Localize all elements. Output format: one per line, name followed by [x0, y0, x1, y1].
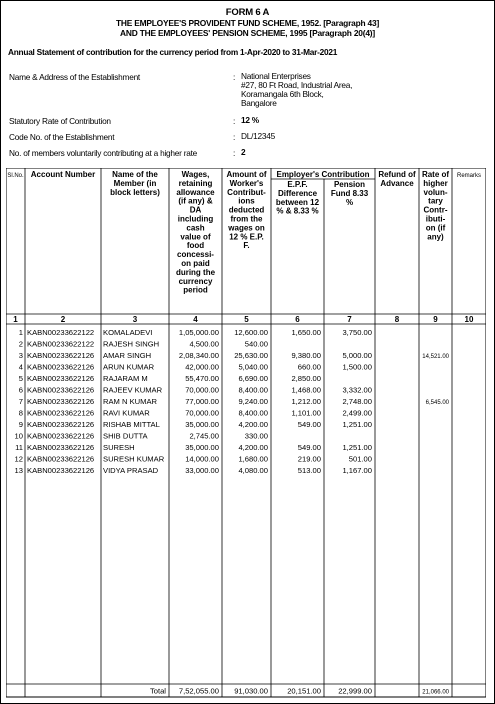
- row-rate: 6,545.00: [425, 400, 449, 406]
- row-member-name: RAM N KUMAR: [103, 397, 158, 406]
- header-rate-higher: on (if: [425, 223, 446, 233]
- row-wages: 70,000.00: [185, 408, 219, 418]
- header-wages: Wages,: [181, 170, 210, 179]
- row-wages: 2,745.00: [189, 431, 219, 441]
- row-account-number: KABN00233622126: [27, 431, 95, 441]
- row-sl-no: 12: [14, 454, 23, 464]
- header-wages: DA: [189, 205, 202, 215]
- total-workers: 91,030.00: [234, 686, 268, 696]
- header-wages: food: [186, 241, 205, 251]
- header-remarks: Remarks: [456, 173, 482, 179]
- row-workers: 8,400.00: [238, 408, 268, 418]
- colon: :: [233, 72, 236, 82]
- row-workers: 4,080.00: [238, 466, 268, 475]
- column-number: 6: [295, 315, 300, 324]
- column-number: 7: [347, 315, 352, 324]
- row-account-number: KABN00233622126: [27, 454, 95, 464]
- column-number: 1: [13, 315, 18, 324]
- colon: :: [233, 116, 236, 126]
- header-epf-difference: % & 8.33 %: [276, 206, 319, 216]
- header-wages: retaining: [178, 178, 213, 188]
- row-wages: 35,000.00: [185, 420, 219, 429]
- row-member-name: RAJARAM M: [103, 374, 148, 383]
- header-pension-fund: Pension: [333, 180, 366, 189]
- row-wages: 2,08,340.00: [178, 351, 219, 360]
- row-wages: 33,000.00: [185, 466, 219, 475]
- total-epf: 20,151.00: [287, 686, 321, 696]
- header-account-number: Account Number: [30, 170, 96, 179]
- header-pension-fund: %: [345, 197, 354, 207]
- header-workers-contribution: F.: [243, 241, 250, 251]
- column-number: 8: [394, 315, 400, 324]
- header-refund-of-advance: Advance: [380, 178, 414, 188]
- row-sl-no: 1: [18, 328, 23, 337]
- row-epf: 660.00: [297, 362, 321, 372]
- annual-statement: Annual Statement of contribution for the currency period from 1-Apr-2020 to 31-Mar-2021: [8, 47, 338, 57]
- row-member-name: KOMALADEVI: [103, 328, 153, 337]
- header-workers-contribution: 12 % E.P.: [229, 232, 264, 242]
- header-rate-higher: ibuti-: [425, 214, 446, 224]
- row-member-name: RAVI KUMAR: [103, 408, 150, 418]
- row-epf: 219.00: [297, 454, 321, 464]
- header-epf-difference: E.P.F.: [287, 180, 308, 189]
- header-workers-contribution: Contribut-: [227, 187, 266, 197]
- row-wages: 4,500.00: [189, 339, 219, 349]
- establishment-address: [241, 72, 352, 108]
- row-workers: 540.00: [244, 339, 268, 349]
- row-wages: 1,05,000.00: [178, 328, 219, 337]
- code-label: Code No. of the Establishment: [9, 132, 115, 142]
- total-rate: 21,066.00: [422, 689, 449, 696]
- form-title: FORM 6 A: [225, 7, 270, 18]
- row-wages: 77,000.00: [185, 397, 219, 406]
- header-workers-contribution: Amount of: [226, 170, 267, 179]
- row-pension: 5,000.00: [342, 351, 372, 360]
- header-pension-fund: Fund 8.33: [330, 188, 369, 198]
- row-member-name: ARUN KUMAR: [103, 362, 155, 372]
- row-pension: 1,500.00: [342, 362, 372, 372]
- row-pension: 1,167.00: [342, 466, 372, 475]
- row-account-number: KABN00233622126: [27, 408, 95, 418]
- rate-value: 12 %: [241, 115, 259, 125]
- code-value: DL/12345: [241, 131, 275, 141]
- row-epf: 1,101.00: [291, 408, 321, 418]
- header-wages: allowance: [176, 187, 215, 197]
- row-sl-no: 10: [14, 431, 23, 441]
- total-label: Total: [149, 686, 166, 696]
- row-epf: 2,850.00: [291, 374, 321, 383]
- header-wages: currency: [178, 276, 213, 286]
- row-account-number: KABN00233622122: [27, 328, 95, 337]
- row-epf: 1,650.00: [291, 328, 321, 337]
- header-wages: cash: [186, 223, 205, 233]
- total-pension: 22,999.00: [338, 686, 372, 696]
- row-workers: 12,600.00: [234, 328, 268, 337]
- row-account-number: KABN00233622122: [27, 339, 95, 349]
- row-sl-no: 9: [18, 420, 23, 429]
- row-workers: 4,200.00: [238, 420, 268, 429]
- row-member-name: VIDYA PRASAD: [103, 466, 159, 475]
- row-sl-no: 11: [15, 443, 23, 452]
- contribution-table: [6, 168, 486, 700]
- row-epf: 1,468.00: [291, 385, 321, 395]
- header-rate-higher: any): [427, 232, 444, 242]
- row-account-number: KABN00233622126: [27, 374, 95, 383]
- row-epf: 549.00: [297, 443, 321, 452]
- header-rate-higher: tary: [428, 196, 443, 206]
- row-member-name: AMAR SINGH: [103, 351, 152, 360]
- address-line: National Enterprises: [241, 71, 311, 81]
- header-wages: during the: [175, 267, 216, 277]
- row-workers: 4,200.00: [238, 443, 268, 452]
- row-workers: 8,400.00: [238, 385, 268, 395]
- row-sl-no: 2: [18, 339, 23, 349]
- row-wages: 14,000.00: [185, 454, 219, 464]
- row-wages: 70,000.00: [185, 385, 219, 395]
- column-number: 4: [193, 315, 198, 324]
- row-epf: 9,380.00: [291, 351, 321, 360]
- address-line: Koramangala 6th Block,: [241, 89, 324, 99]
- header-sl-no: Sl.No.: [7, 173, 24, 179]
- row-sl-no: 4: [18, 362, 23, 372]
- row-wages: 35,000.00: [185, 443, 219, 452]
- row-workers: 25,630.00: [234, 351, 268, 360]
- row-sl-no: 3: [18, 351, 23, 360]
- address-line: Bangalore: [241, 98, 277, 108]
- row-workers: 330.00: [244, 431, 268, 441]
- row-account-number: KABN00233622126: [27, 385, 95, 395]
- header-wages: (if any) &: [178, 196, 213, 206]
- header-epf-difference: between 12: [275, 197, 320, 207]
- row-pension: 1,251.00: [342, 420, 372, 429]
- header-wages: period: [183, 285, 208, 295]
- header-wages: concessi-: [177, 250, 214, 260]
- row-wages: 42,000.00: [185, 362, 219, 372]
- row-epf: 549.00: [297, 420, 321, 429]
- scheme-line-2: AND THE EMPLOYEES' PENSION SCHEME, 1995 [Paragraph 20(4)]: [120, 28, 375, 38]
- row-pension: 3,332.00: [342, 385, 372, 395]
- row-account-number: KABN00233622126: [27, 351, 95, 360]
- row-workers: 6,690.00: [238, 374, 268, 383]
- row-member-name: RAJESH SINGH: [103, 339, 160, 349]
- members-label: No. of members voluntarily contributing at a higher rate: [9, 148, 197, 158]
- header-workers-contribution: deducted: [228, 205, 265, 215]
- row-pension: 2,748.00: [342, 397, 372, 406]
- header-workers-contribution: Worker's: [229, 178, 264, 188]
- column-number: 5: [244, 315, 249, 324]
- address-line: #27, 80 Ft Road, Industrial Area,: [241, 80, 353, 90]
- header-member-name: block letters): [110, 187, 160, 197]
- row-account-number: KABN00233622126: [27, 420, 95, 429]
- scheme-line-1: THE EMPLOYEE'S PROVIDENT FUND SCHEME, 1952. [Paragraph 43]: [115, 18, 380, 28]
- row-pension: 3,750.00: [342, 328, 372, 337]
- row-account-number: KABN00233622126: [27, 397, 95, 406]
- column-number: 3: [132, 315, 138, 324]
- establishment-name-label: Name & Address of the Establishment: [9, 72, 140, 82]
- header-rate-higher: volun-: [423, 187, 448, 197]
- column-number: 2: [60, 315, 66, 324]
- row-sl-no: 13: [14, 466, 23, 475]
- row-member-name: RISHAB MITTAL: [103, 420, 160, 429]
- colon: :: [233, 148, 236, 158]
- row-pension: 1,251.00: [342, 443, 372, 452]
- row-sl-no: 5: [18, 374, 23, 383]
- row-workers: 9,240.00: [238, 397, 268, 406]
- header-member-name: Name of the: [112, 170, 158, 179]
- header-workers-contribution: ions: [238, 196, 255, 206]
- row-account-number: KABN00233622126: [27, 443, 95, 452]
- rate-label: Statutory Rate of Contribution: [9, 116, 111, 126]
- row-epf: 513.00: [297, 466, 321, 475]
- header-epf-difference: Difference: [277, 188, 318, 198]
- row-epf: 1,212.00: [291, 397, 321, 406]
- header-wages: value of: [180, 232, 211, 242]
- header-wages: including: [177, 214, 214, 224]
- row-pension: 2,499.00: [342, 408, 372, 418]
- row-member-name: RAJEEV KUMAR: [103, 385, 163, 395]
- row-member-name: SHIB DUTTA: [103, 431, 148, 441]
- row-pension: 501.00: [348, 454, 372, 464]
- members-value: 2: [241, 147, 246, 157]
- colon: :: [233, 132, 236, 142]
- header-rate-higher: Contr-: [423, 205, 448, 215]
- column-number: 9: [433, 315, 438, 324]
- contribution-table-grid: [6, 168, 486, 700]
- row-rate: 14,521.00: [422, 354, 449, 360]
- header-refund-of-advance: Refund of: [378, 170, 416, 179]
- row-wages: 55,470.00: [185, 374, 219, 383]
- header-rate-higher: Rate of: [421, 170, 450, 179]
- row-account-number: KABN00233622126: [27, 466, 95, 475]
- header-employers-contribution: Employer's Contribution: [276, 170, 370, 179]
- header-wages: on paid: [181, 259, 210, 268]
- row-member-name: SURESH: [103, 443, 135, 452]
- row-sl-no: 7: [18, 397, 23, 406]
- header-rate-higher: higher: [423, 178, 448, 188]
- row-sl-no: 8: [18, 408, 23, 418]
- row-workers: 1,680.00: [238, 454, 268, 464]
- header-member-name: Member (in: [113, 178, 157, 188]
- total-wages: 7,52,055.00: [178, 686, 219, 696]
- row-sl-no: 6: [18, 385, 23, 395]
- row-workers: 5,040.00: [238, 362, 268, 372]
- row-member-name: SURESH KUMAR: [103, 454, 165, 464]
- column-number: 10: [464, 315, 474, 324]
- header-workers-contribution: from the: [230, 214, 263, 224]
- row-account-number: KABN00233622126: [27, 362, 95, 372]
- header-workers-contribution: wages on: [228, 223, 265, 233]
